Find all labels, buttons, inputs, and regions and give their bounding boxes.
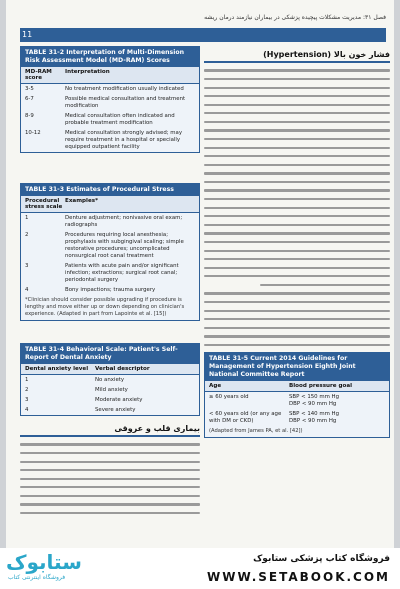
col-header: Procedural stress scale — [25, 198, 63, 210]
cell: Patients with acute pain and/or significant infection; extractions; surgical root canal; periodontal surgery — [65, 262, 179, 283]
cell: 6-7 — [25, 95, 34, 102]
text-column — [204, 46, 390, 438]
logo-tagline: فروشگاه اینترنتی کتاب — [8, 574, 66, 581]
cell: 3-5 — [25, 85, 34, 92]
cell: Possible medical consultation and treatment modification — [65, 95, 186, 109]
cell: No treatment modification usually indicated — [65, 85, 184, 92]
section-heading: فشار خون بالا (Hypertension) — [204, 50, 390, 63]
col-header: Examples* — [65, 198, 99, 204]
cell: 1 — [25, 214, 29, 221]
cell: 2 — [25, 231, 29, 238]
col-header: MD-RAM score — [25, 69, 52, 81]
cell: 10-12 — [25, 129, 41, 136]
col-header: Interpretation — [65, 69, 110, 75]
cell: 4 — [25, 406, 29, 413]
cell: SBP < 150 mm Hg — [289, 393, 340, 400]
paragraph-lines — [20, 443, 200, 514]
table-note: *Clinician should consider possible upgrading if procedure is lengthy and move either up or down depending on clinician's experience. (Adapted in part from Lapointe et al. [15]) — [25, 297, 185, 317]
header-bar — [20, 28, 386, 42]
cell: Denture adjustment; nonivasive oral exam; radiographs — [65, 214, 183, 228]
table-31-2 — [20, 46, 200, 153]
cell: Moderate anxiety — [95, 396, 143, 403]
cell: ≥ 60 years old — [209, 393, 249, 400]
cell: 8-9 — [25, 112, 34, 119]
col-header: Dental anxiety level — [25, 366, 89, 372]
logo-wordmark: ستابوک — [6, 550, 82, 574]
section-heading: بیماری قلب و عروقی — [20, 424, 200, 437]
cell: Medical consultation often indicated and probable treatment modification — [65, 112, 175, 126]
cell: SBP < 140 mm Hg — [289, 410, 340, 417]
cell: < 60 years old (or any age with DM or CKD) — [209, 410, 282, 424]
cell: Medical consultation strongly advised; may require treatment in a hospital or specially equipped outpatient facility — [65, 129, 183, 150]
cell: 4 — [25, 286, 29, 293]
table-title: TABLE 31-3 Estimates of Procedural Stress — [21, 184, 199, 196]
book-page — [6, 0, 394, 548]
cell: 3 — [25, 262, 29, 269]
footer-banner — [0, 548, 400, 589]
store-name: فروشگاه کتاب پزشکی ستابوک — [253, 554, 390, 564]
cell: 3 — [25, 396, 29, 403]
table-31-3 — [20, 183, 200, 321]
cell: 1 — [25, 376, 29, 383]
cell: DBP < 90 mm Hg — [289, 417, 337, 424]
table-note: (Adapted from James PA, et al. [42]) — [209, 428, 303, 435]
table-title: TABLE 31-4 Behavioral Scale: Patient's Self-Report of Dental Anxiety — [21, 344, 199, 364]
cell: Mild anxiety — [95, 386, 128, 393]
paragraph-lines — [204, 69, 390, 346]
cell: No anxiety — [95, 376, 125, 383]
table-31-4 — [20, 343, 200, 416]
cell: Bony impactions; trauma surgery — [65, 286, 156, 293]
setabook-logo — [6, 550, 82, 586]
col-header: Blood pressure goal — [289, 383, 353, 390]
table-title: TABLE 31-2 Interpretation of Multi-Dimension Risk Assessment Model (MD-RAM) Scores — [21, 47, 199, 67]
cell: DBP < 90 mm Hg — [289, 400, 337, 407]
store-url[interactable]: WWW.SETABOOK.COM — [206, 570, 390, 584]
cell: Severe anxiety — [95, 406, 136, 413]
page-number: 11 — [22, 30, 33, 39]
table-title: TABLE 31-5 Current 2014 Guidelines for Management of Hypertension Eighth Joint National Committee Report — [205, 353, 389, 381]
running-header: فصل ۳۱: مدیریت مشکلات پیچیده پزشکی در بیماران نیازمند درمان ریشه — [204, 14, 386, 21]
tables-column — [20, 46, 200, 521]
cell: Procedures requiring local anesthesia; prophylaxis with subgingival scaling; simple restorative procedures; uncomplicated nonsurgical root canal treatment — [65, 231, 184, 259]
cell: 2 — [25, 386, 29, 393]
table-31-5 — [204, 352, 390, 438]
col-header: Age — [209, 383, 222, 390]
col-header: Verbal descriptor — [95, 366, 150, 372]
